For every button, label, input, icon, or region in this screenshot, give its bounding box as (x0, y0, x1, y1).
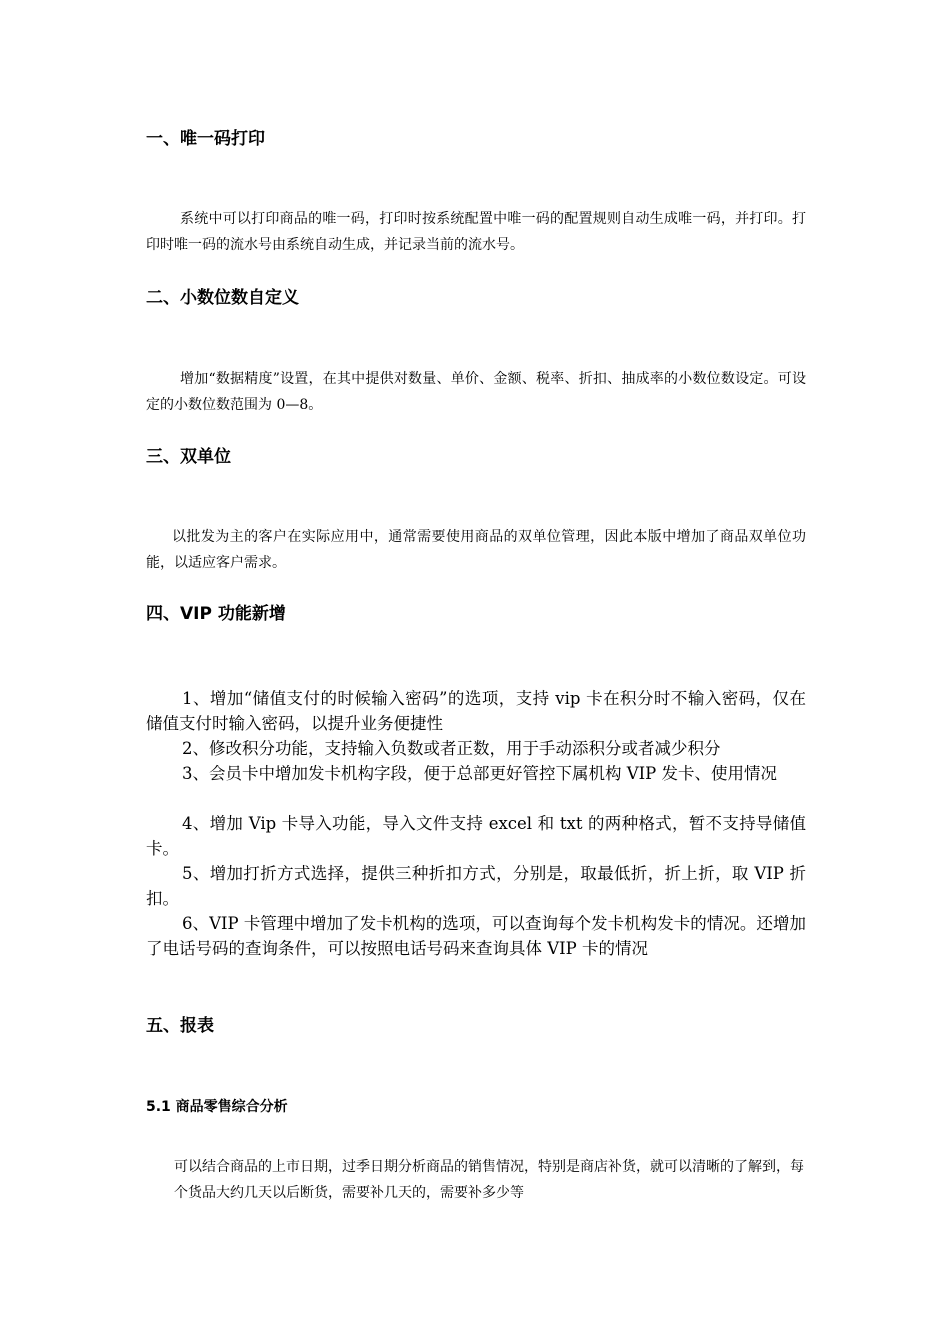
vip-item-2: 2、修改积分功能，支持输入负数或者正数，用于手动添积分或者减少积分 (182, 739, 721, 758)
vip-item-1: 1、增加“储值支付的时候输入密码”的选项，支持 vip 卡在积分时不输入密码，仅在储值支付时输入密码，以提升业务便捷性 (146, 689, 806, 733)
section-body-decimal-places: 增加“数据精度”设置，在其中提供对数量、单价、金额、税率、折扣、抽成率的小数位数设定。可设定的小数位数范围为 0—8。 (146, 371, 806, 413)
section-heading-dual-unit: 三、双单位 (146, 447, 231, 467)
section-body-dual-unit: 以批发为主的客户在实际应用中，通常需要使用商品的双单位管理，因此本版中增加了商品双单位功能，以适应客户需求。 (146, 529, 806, 571)
vip-item-6: 6、VIP 卡管理中增加了发卡机构的选项，可以查询每个发卡机构发卡的情况。还增加了电话号码的查询条件，可以按照电话号码来查询具体 VIP 卡的情况 (146, 914, 806, 958)
section-heading-vip: 四、VIP 功能新增 (146, 604, 286, 624)
vip-item-3: 3、会员卡中增加发卡机构字段，便于总部更好管控下属机构 VIP 发卡、使用情况 (182, 764, 778, 783)
section-body-unique-code: 系统中可以打印商品的唯一码，打印时按系统配置中唯一码的配置规则自动生成唯一码，并打印。打印时唯一码的流水号由系统自动生成，并记录当前的流水号。 (146, 211, 806, 253)
subsection-body-retail-analysis: 可以结合商品的上市日期，过季日期分析商品的销售情况，特别是商店补货，就可以清晰的了解到，每个货品大约几天以后断货，需要补几天的，需要补多少等 (174, 1159, 804, 1201)
section-heading-decimal-places: 二、小数位数自定义 (146, 288, 299, 308)
vip-item-4: 4、增加 Vip 卡导入功能，导入文件支持 excel 和 txt 的两种格式，暂不支持导储值卡。 (146, 814, 806, 858)
subsection-heading-retail-analysis: 5.1 商品零售综合分析 (146, 1099, 288, 1115)
vip-item-5: 5、增加打折方式选择，提供三种折扣方式，分别是，取最低折，折上折，取 VIP 折扣。 (146, 864, 806, 908)
section-heading-reports: 五、报表 (146, 1016, 214, 1036)
section-heading-unique-code: 一、唯一码打印 (146, 129, 265, 149)
